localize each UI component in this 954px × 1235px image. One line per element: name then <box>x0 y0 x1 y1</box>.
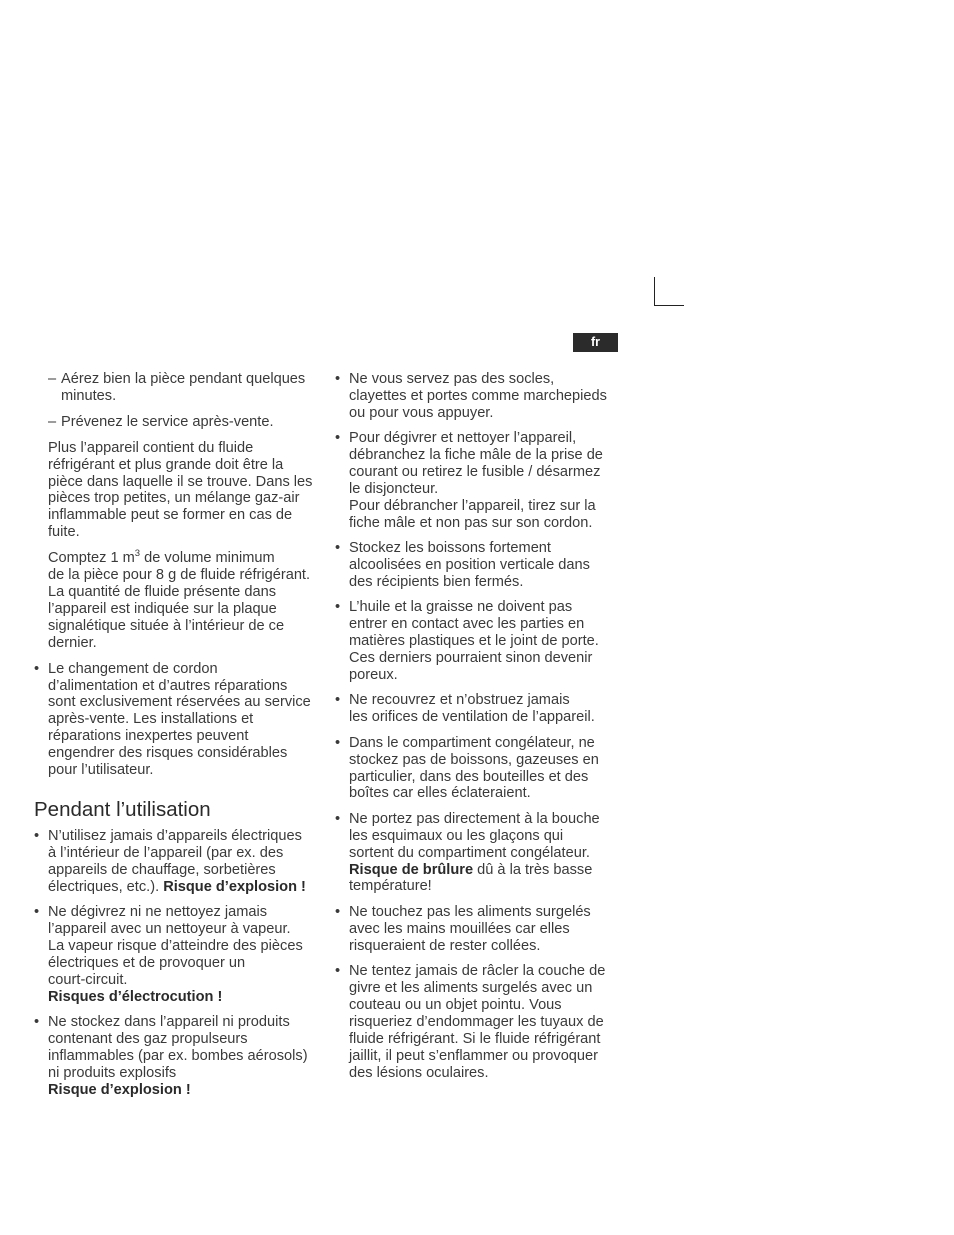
text-line: court-circuit. <box>48 971 128 988</box>
right-column <box>335 371 625 1090</box>
text-line: l’appareil est indiquée sur la plaque <box>48 600 277 617</box>
text-line: jaillit, il peut s’enflammer ou provoquer <box>349 1047 599 1064</box>
text-line: La vapeur risque d’atteindre des pièces <box>48 937 303 954</box>
text-line: poreux. <box>349 667 398 683</box>
text-line: avec les mains mouillées car elles <box>349 920 570 937</box>
text-line: Stockez les boissons fortement <box>349 540 551 557</box>
text-line: Aérez bien la pièce pendant quelques <box>61 371 306 387</box>
warning-text: Risque de brûlure <box>349 861 474 878</box>
text-line: ni produits explosifs <box>48 1064 177 1081</box>
bullet-icon: • <box>34 827 40 844</box>
text-line: les esquimaux ou les glaçons qui <box>349 827 564 844</box>
crop-mark-horizontal <box>654 305 684 306</box>
text-line: fiche mâle et non pas sur son cordon. <box>349 514 593 531</box>
text-line: N’utilisez jamais d’appareils électriques <box>48 827 302 844</box>
crop-mark-vertical <box>654 277 655 306</box>
text-line: Risque de brûlure dû à la très basse <box>349 861 593 878</box>
text-line: réparations inexpertes peuvent <box>48 728 249 745</box>
text-line: couteau ou un objet pointu. Vous <box>349 996 562 1013</box>
text-line: sortent du compartiment congélateur. <box>349 844 590 861</box>
text-line: stockez pas de boissons, gazeuses en <box>349 751 599 768</box>
text-line: risqueriez d’endommager les tuyaux de <box>349 1013 604 1030</box>
section-heading: Pendant l’utilisation <box>34 797 211 821</box>
text-line: Ne stockez dans l’appareil ni produits <box>48 1014 290 1030</box>
text-line: Prévenez le service après-vente. <box>61 413 274 430</box>
text-line: Ne vous servez pas des socles, <box>349 371 555 387</box>
text-line: appareils de chauffage, sorbetières <box>48 861 276 878</box>
text-line: après-vente. Les installations et <box>48 711 254 728</box>
text-line: Comptez 1 $m^3$ de volume minimum <box>48 548 275 567</box>
bullet-icon: • <box>34 1014 40 1030</box>
superscript: 3 <box>134 548 141 560</box>
bullet-item-electric-devices <box>34 828 324 896</box>
text-line: Ne tentez jamais de râcler la couche de <box>349 963 606 980</box>
bullet-item-bottles <box>335 735 625 803</box>
text-line: des récipients bien fermés. <box>349 573 524 590</box>
text-line: minutes. <box>61 387 117 404</box>
bullet-icon: • <box>335 963 341 980</box>
text-line: les orifices de ventilation de l’appareil. <box>349 709 595 726</box>
text-line: Dans le compartiment congélateur, ne <box>349 734 595 751</box>
text-line: le disjoncteur. <box>349 480 439 497</box>
text-line: sont exclusivement réservées au service <box>48 694 311 711</box>
text-line: électriques et de provoquer un <box>48 954 246 971</box>
bullet-item-ventilation <box>335 692 625 726</box>
bullet-item-alcohol <box>335 540 625 591</box>
text-line: de la pièce pour 8 g de fluide réfrigérant. <box>48 567 311 584</box>
dash-marker: – <box>48 371 57 387</box>
bullet-icon: • <box>335 540 341 557</box>
text-line: dernier. <box>48 634 97 651</box>
dash-item-aerate <box>34 371 324 405</box>
text-line: boîtes car elles éclateraient. <box>349 785 531 802</box>
bullet-icon: • <box>335 430 341 447</box>
bullet-icon: • <box>335 599 341 616</box>
bullet-icon: • <box>335 903 341 920</box>
bullet-item-repairs <box>34 661 324 779</box>
bullet-item-oil-grease <box>335 599 625 684</box>
text-line: Pour dégivrer et nettoyer l’appareil, <box>349 430 577 447</box>
bullet-item-scraping <box>335 963 625 1081</box>
text-line: Ne portez pas directement à la bouche <box>349 810 600 827</box>
bullet-icon: • <box>335 371 341 387</box>
language-tab: fr <box>573 333 618 352</box>
text-line: entrer en contact avec les parties en <box>349 616 585 633</box>
text-line: inflammables (par ex. bombes aérosols) <box>48 1047 308 1064</box>
text-line: clayettes et portes comme marchepieds <box>349 387 607 404</box>
text-line: risqueraient de rester collées. <box>349 937 541 954</box>
text-line: Plus l’appareil contient du fluide <box>48 439 254 456</box>
text-line: l’appareil avec un nettoyeur à vapeur. <box>48 920 291 937</box>
bullet-item-steam-cleaner <box>34 904 324 1005</box>
paragraph-room-size <box>34 440 324 541</box>
bullet-item-defrost <box>335 430 625 531</box>
text-line: température! <box>349 878 432 895</box>
text-line: matières plastiques et le joint de porte. <box>349 633 599 650</box>
bullet-item-no-step <box>335 371 625 422</box>
text-line: alcoolisées en position verticale dans <box>349 557 590 574</box>
text-line: Ne dégivrez ni ne nettoyez jamais <box>48 904 268 921</box>
text-line: fluide réfrigérant. Si le fluide réfrigérant <box>349 1030 601 1047</box>
text-line: Ces derniers pourraient sinon devenir <box>349 650 593 667</box>
text-line: des lésions oculaires. <box>349 1064 489 1081</box>
text-line: contenant des gaz propulseurs <box>48 1030 248 1047</box>
dash-marker: – <box>48 413 57 430</box>
text-line: pièce dans laquelle il se trouve. Dans les <box>48 473 313 490</box>
text-line: L’huile et la graisse ne doivent pas <box>349 599 573 616</box>
text-line: ou pour vous appuyer. <box>349 404 494 421</box>
text-line: courant ou retirez le fusible / désarmez <box>349 464 601 481</box>
text-line: réfrigérant et plus grande doit être la <box>48 456 284 473</box>
bullet-item-wet-hands <box>335 904 625 955</box>
text-line: inflammable peut se former en cas de <box>48 507 293 524</box>
text-line: Ne touchez pas les aliments surgelés <box>349 903 591 920</box>
bullet-icon: • <box>34 660 40 677</box>
bullet-icon: • <box>335 692 341 709</box>
left-column <box>34 371 324 1107</box>
text-line: Pour débrancher l’appareil, tirez sur la <box>349 497 596 514</box>
text-line: pour l’utilisateur. <box>48 762 154 779</box>
text-line: engendrer des risques considérables <box>48 745 288 762</box>
text-line: d’alimentation et d’autres réparations <box>48 677 288 694</box>
bullet-icon: • <box>335 810 341 827</box>
text-line: électriques, etc.). Risque d’explosion ! <box>48 878 306 895</box>
dash-item-service <box>34 414 324 431</box>
text-line: pièces trop petites, un mélange gaz-air <box>48 490 300 507</box>
warning-text: Risques d’électrocution ! <box>48 988 223 1005</box>
bullet-icon: • <box>335 734 341 751</box>
text-line: particulier, dans des bouteilles et des <box>349 768 589 785</box>
text-line: La quantité de fluide présente dans <box>48 583 276 600</box>
bullet-icon: • <box>34 904 40 921</box>
warning-text: Risque d’explosion ! <box>48 1081 191 1098</box>
text-line: givre et les aliments surgelés avec un <box>349 980 593 996</box>
warning-text: Risque d’explosion ! <box>163 878 306 895</box>
text-line: à l’intérieur de l’appareil (par ex. des <box>48 844 284 861</box>
text-line: débranchez la fiche mâle de la prise de <box>349 447 603 464</box>
bullet-item-flammable <box>34 1014 324 1099</box>
text-line: signalétique située à l’intérieur de ce <box>48 617 285 634</box>
text-line: fuite. <box>48 524 80 541</box>
paragraph-volume <box>34 550 324 651</box>
text-line: Le changement de cordon <box>48 660 218 677</box>
bullet-item-ice <box>335 811 625 896</box>
text-line: Ne recouvrez et n’obstruez jamais <box>349 692 570 709</box>
